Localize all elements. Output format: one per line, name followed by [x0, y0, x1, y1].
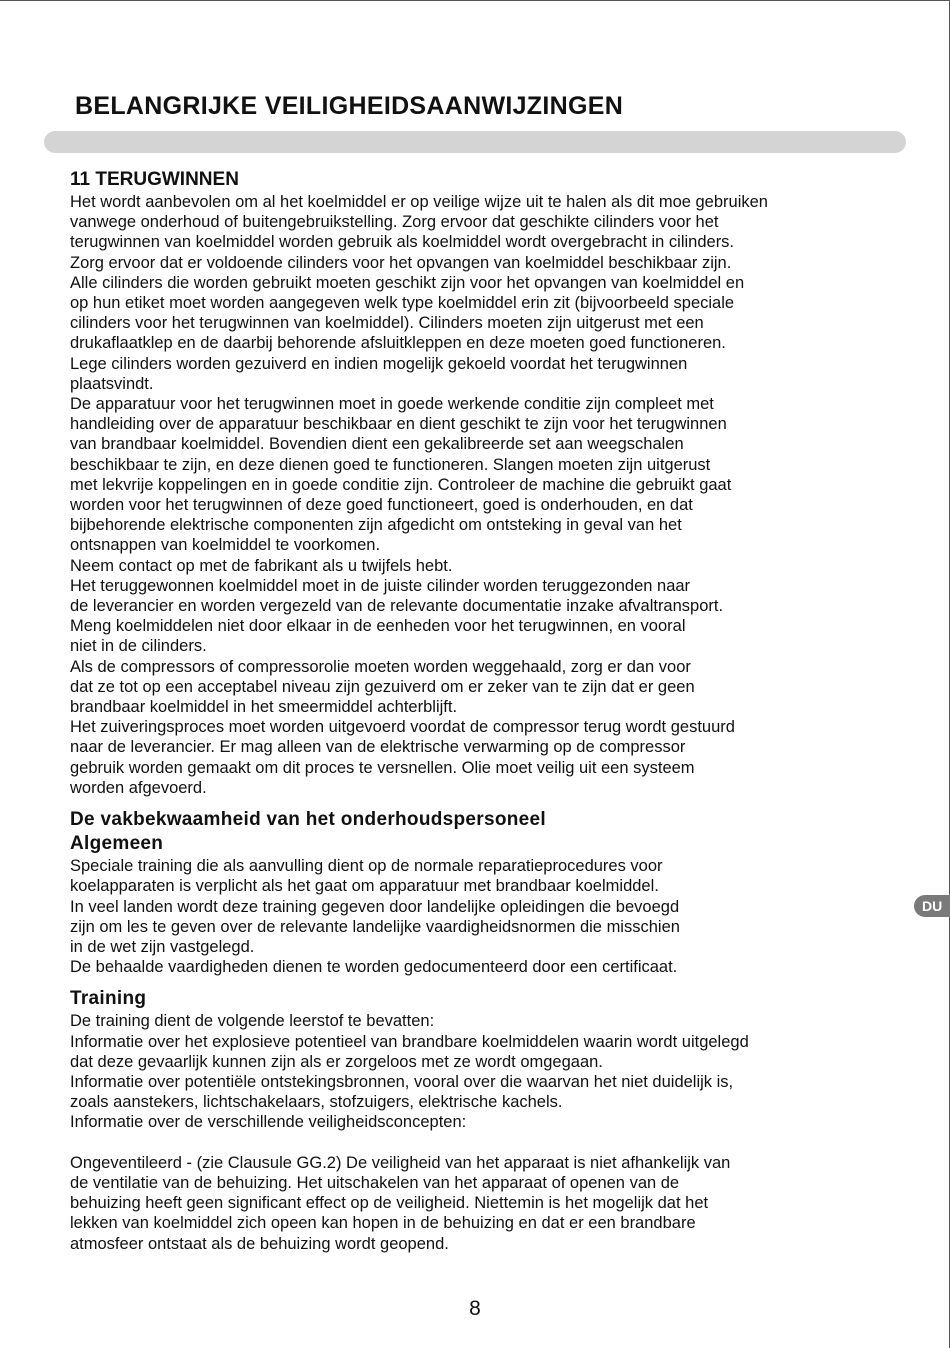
- text-line: beschikbaar te zijn, en deze dienen goed te functioneren. Slangen moeten zijn uitgerust: [70, 455, 711, 474]
- text-line: bijbehorende elektrische componenten zijn afgedicht om ontsteking in geval van het: [70, 516, 682, 535]
- text-line: de leverancier en worden vergezeld van de relevante documentatie inzake afvaltransport.: [70, 597, 724, 616]
- text-line: Het teruggewonnen koelmiddel moet in de juiste cilinder worden teruggezonden naar: [70, 576, 691, 595]
- text-line: In veel landen wordt deze training gegeven door landelijke opleidingen die bevoegd: [70, 897, 680, 916]
- section-heading-competence: De vakbekwaamheid van het onderhoudspersoneel: [70, 809, 546, 831]
- text-line: zijn om les te geven over de relevante landelijke vaardigheidsnormen die misschien: [70, 917, 680, 936]
- section-training: [70, 987, 915, 1253]
- page-title: BELANGRIJKE VEILIGHEIDSAANWIJZINGEN: [75, 92, 624, 120]
- text-line: Zorg ervoor dat er voldoende cilinders voor het opvangen van koelmiddel beschikbaar zijn.: [70, 253, 732, 272]
- text-line: zoals aanstekers, lichtschakelaars, stofzuigers, elektrische kachels.: [70, 1093, 563, 1112]
- text-line: dat deze gevaarlijk kunnen zijn als er zorgeloos met ze wordt omgegaan.: [70, 1052, 603, 1071]
- text-line: Lege cilinders worden gezuiverd en indien mogelijk gekoeld voordat het terugwinnen: [70, 354, 688, 373]
- text-line: behuizing heeft geen significant effect op de veiligheid. Niettemin is het mogelijk dat het: [70, 1194, 709, 1213]
- text-line: in de wet zijn vastgelegd.: [70, 937, 255, 956]
- text-line: naar de leverancier. Er mag alleen van de elektrische verwarming op de compressor: [70, 738, 686, 757]
- text-line: Informatie over potentiële ontstekingsbronnen, vooral over die waarvan het niet duidelijk is,: [70, 1072, 734, 1091]
- text-line: Het zuiveringsproces moet worden uitgevoerd voordat de compressor terug wordt gestuurd: [70, 718, 735, 737]
- page-border-top: [0, 0, 950, 1]
- training-body: [70, 1011, 915, 1253]
- section-heading-recovery: 11 TERUGWINNEN: [70, 169, 239, 190]
- text-line: brandbaar koelmiddel in het smeermiddel achterblijft.: [70, 698, 458, 717]
- text-line: dat ze tot op een acceptabel niveau zijn gezuiverd om er zeker van te zijn dat er geen: [70, 677, 695, 696]
- text-line: worden afgevoerd.: [70, 778, 207, 797]
- text-line: de ventilatie van de behuizing. Het uitschakelen van het apparaat of openen van de: [70, 1173, 680, 1192]
- section-competence: [70, 808, 915, 977]
- text-line: van brandbaar koelmiddel. Bovendien dient een gekalibreerde set aan weegschalen: [70, 435, 684, 454]
- language-tab: DU: [914, 895, 950, 917]
- page-number: 8: [469, 1297, 481, 1320]
- text-line: ontsnappen van koelmiddel te voorkomen.: [70, 536, 381, 555]
- text-line: Neem contact op met de fabrikant als u twijfels hebt.: [70, 556, 453, 575]
- text-line: niet in de cilinders.: [70, 637, 207, 656]
- text-line: cilinders voor het terugwinnen van koelmiddel). Cilinders moeten zijn uitgerust met een: [70, 314, 704, 333]
- text-line: Speciale training die als aanvulling dient op de normale reparatieprocedures voor: [70, 857, 663, 876]
- text-line: koelapparaten is verplicht als het gaat om apparatuur met brandbaar koelmiddel.: [70, 877, 659, 896]
- recovery-body: [70, 192, 915, 798]
- text-line: Als de compressors of compressorolie moeten worden weggehaald, zorg er dan voor: [70, 657, 691, 676]
- text-line: worden voor het terugwinnen of deze goed functioneert, goed is onderhouden, en dat: [70, 496, 693, 515]
- text-line: Informatie over het explosieve potentieel van brandbare koelmiddelen waarin wordt uitgelegd: [70, 1032, 749, 1051]
- text-line: Alle cilinders die worden gebruikt moeten geschikt zijn voor het opvangen van koelmiddel en: [70, 273, 745, 292]
- text-line: Ongeventileerd - (zie Clausule GG.2) De veiligheid van het apparaat is niet afhankelijk van: [70, 1153, 731, 1172]
- text-line: Het wordt aanbevolen om al het koelmiddel er op veilige wijze uit te halen als dit moe gebruiken: [70, 193, 768, 211]
- text-line: lekken van koelmiddel zich opeen kan hopen in de behuizing en dat er een brandbare: [70, 1214, 696, 1233]
- text-line: Informatie over de verschillende veiligheidsconcepten:: [70, 1113, 467, 1132]
- page-content: [70, 168, 915, 1254]
- subheading-general: Algemeen: [70, 833, 164, 855]
- text-line: drukaflaatklep en de daarbij behorende afsluitkleppen en deze moeten goed functioneren.: [70, 334, 726, 353]
- section-recovery: [70, 168, 915, 798]
- text-line: Meng koelmiddelen niet door elkaar in de eenheden voor het terugwinnen, en vooral: [70, 617, 686, 636]
- title-underline-bar: [44, 131, 906, 153]
- section-heading-training: Training: [70, 988, 147, 1010]
- text-line: met lekvrije koppelingen en in goede conditie zijn. Controleer de machine die gebruikt gaat: [70, 475, 732, 494]
- text-line: De apparatuur voor het terugwinnen moet in goede werkende conditie zijn compleet met: [70, 395, 714, 414]
- text-line: op hun etiket moet worden aangegeven welk type koelmiddel erin zit (bijvoorbeeld speciale: [70, 294, 735, 313]
- text-line: handleiding over de apparatuur beschikbaar en dient geschikt te zijn voor het terugwinnen: [70, 415, 727, 434]
- text-line: De training dient de volgende leerstof te bevatten:: [70, 1012, 435, 1031]
- text-line: gebruik worden gemaakt om dit proces te versnellen. Olie moet veilig uit een systeem: [70, 758, 695, 777]
- text-line: De behaalde vaardigheden dienen te worden gedocumenteerd door een certificaat.: [70, 958, 678, 977]
- text-line: terugwinnen van koelmiddel worden gebruik als koelmiddel wordt overgebracht in cilinders.: [70, 233, 735, 252]
- text-line: [70, 1133, 915, 1153]
- text-line: atmosfeer ontstaat als de behuizing wordt geopend.: [70, 1234, 449, 1253]
- text-line: plaatsvindt.: [70, 374, 154, 393]
- competence-body: [70, 856, 915, 977]
- text-line: vanwege onderhoud of buitengebruikstelling. Zorg ervoor dat geschikte cilinders voor het: [70, 213, 719, 232]
